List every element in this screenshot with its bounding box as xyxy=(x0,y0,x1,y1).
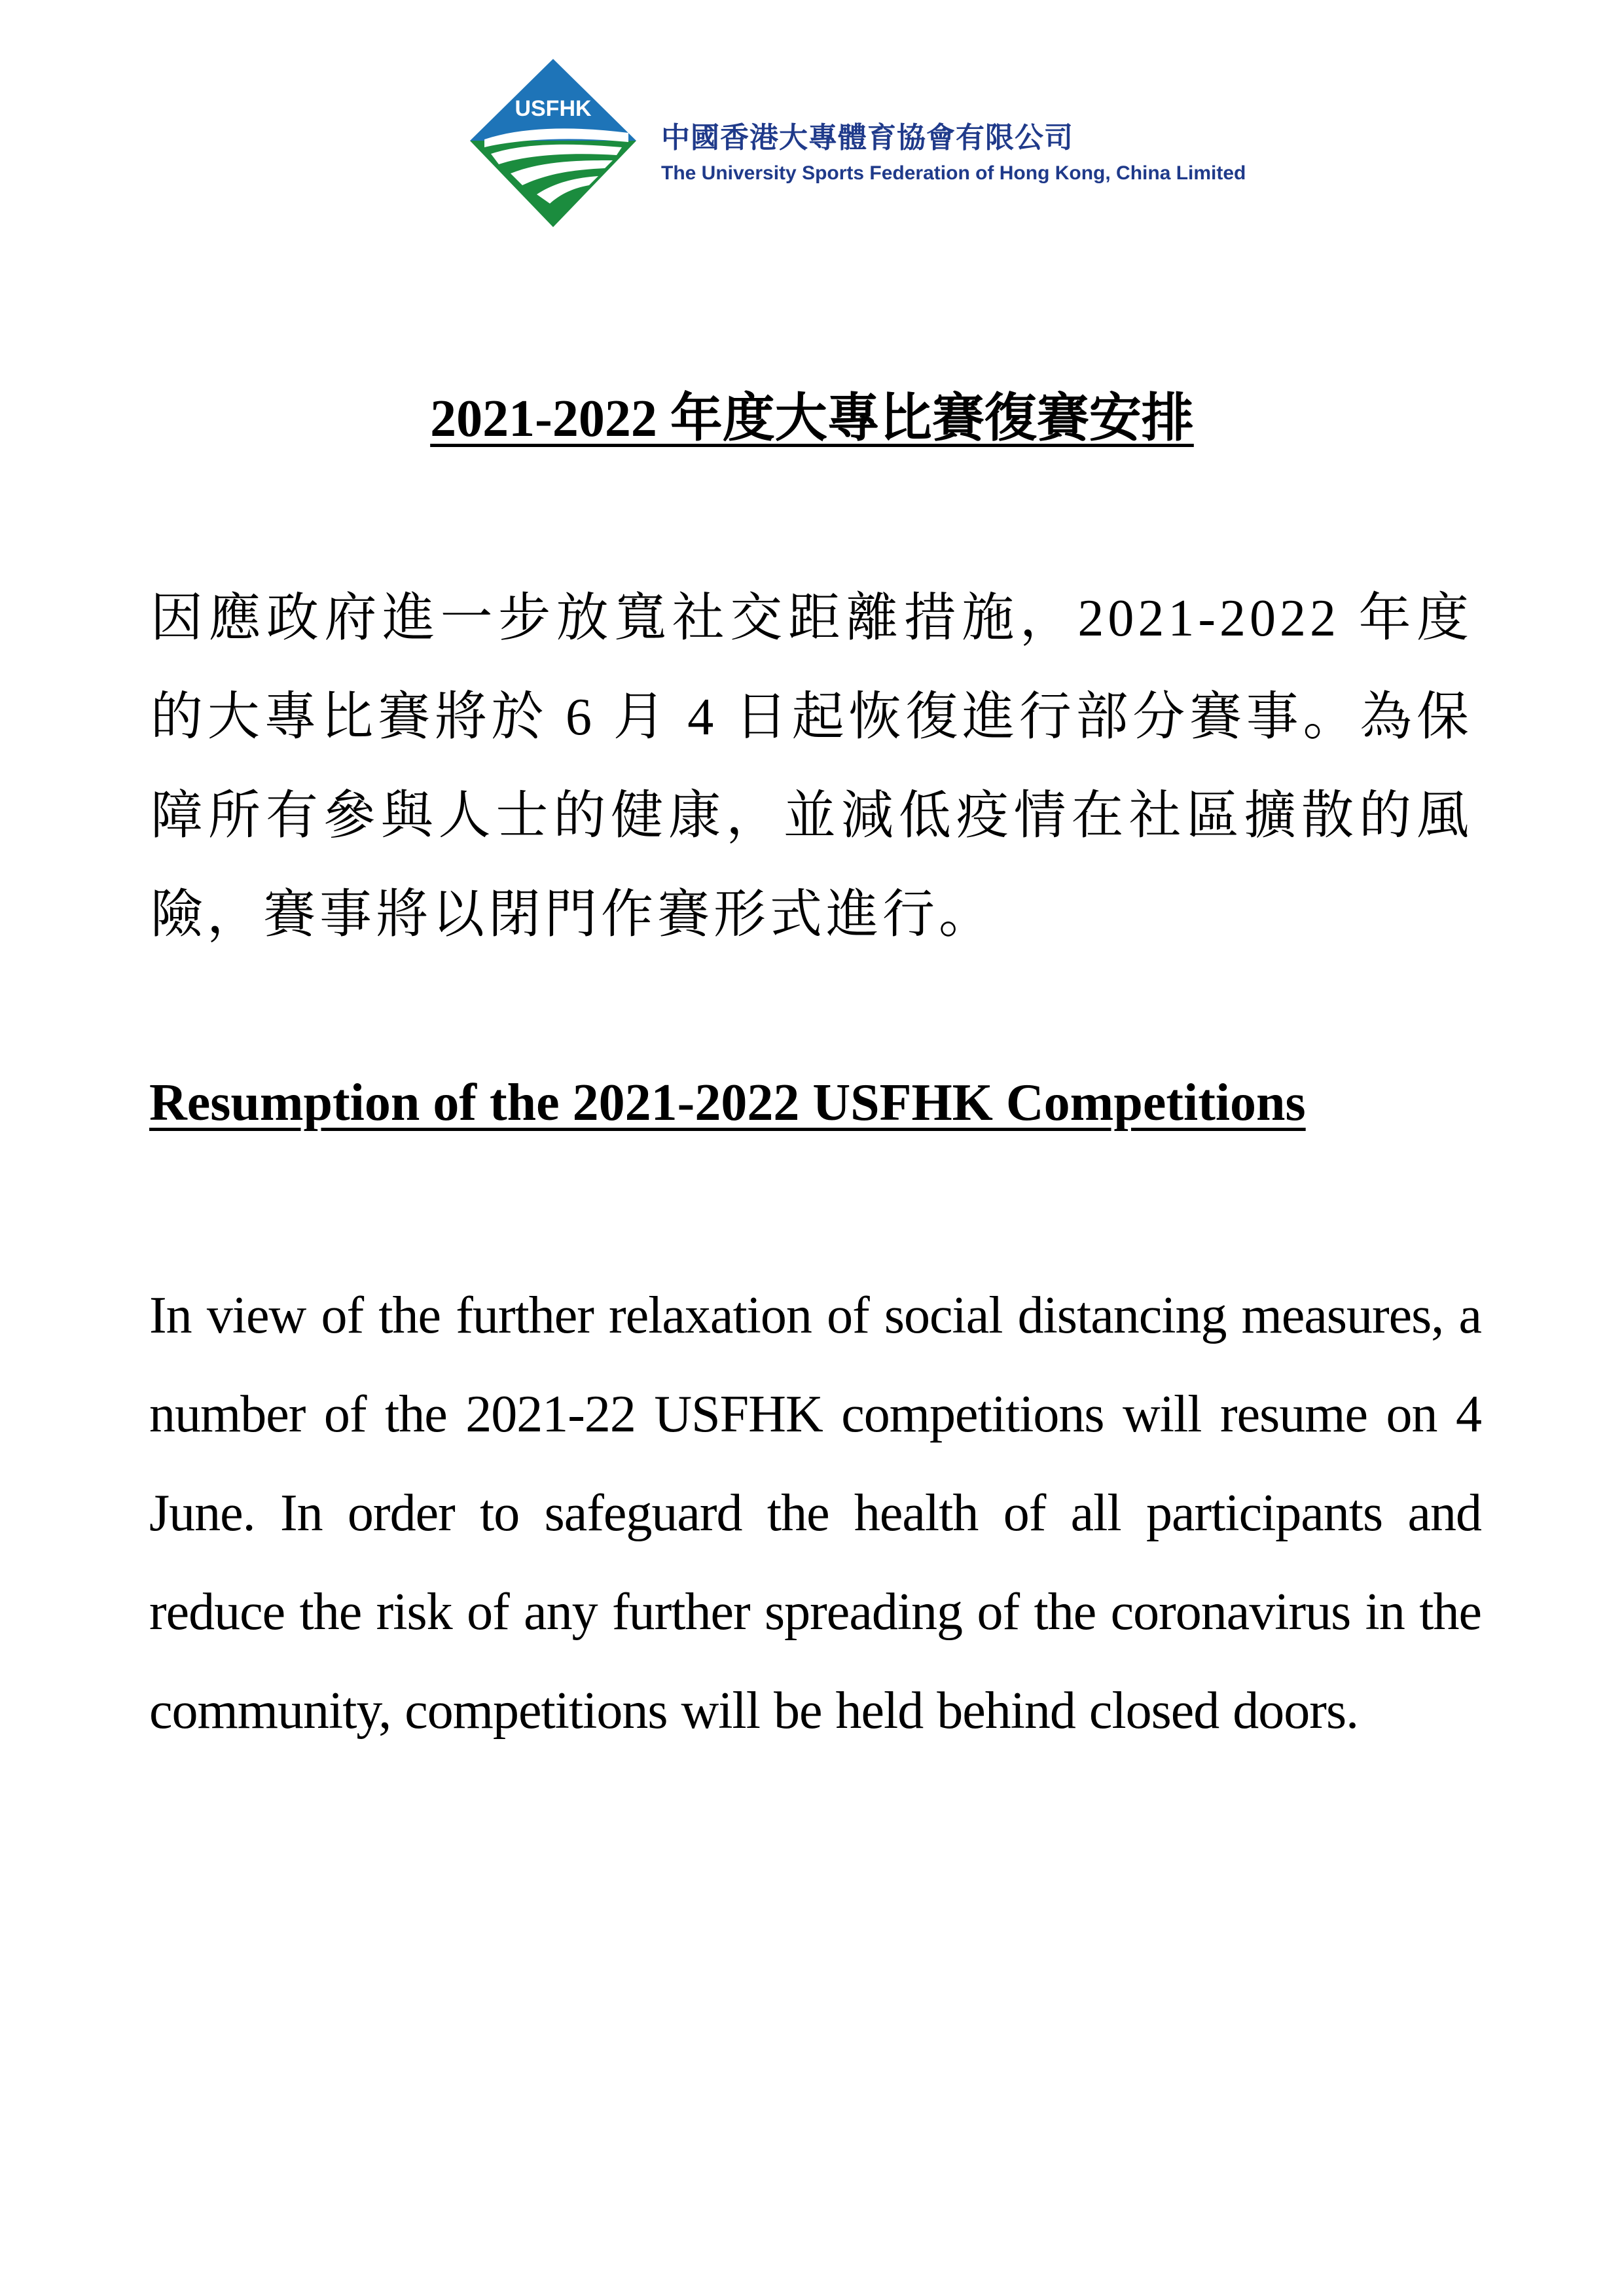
usfhk-logo xyxy=(465,56,641,232)
org-name-en: The University Sports Federation of Hong Kong, China Limited xyxy=(661,162,1246,184)
title-chinese-text: 2021-2022 年度大專比賽復賽安排 xyxy=(430,390,1194,448)
title-english xyxy=(149,1070,1524,1136)
body-chinese: 因應政府進一步放寬社交距離措施，2021-2022 年度的大專比賽將於 6 月 4 日起恢復進行部分賽事。為保障所有參與人士的健康，並減低疫情在社區擴散的風險，賽事將以閉門作賽形式進行。 xyxy=(151,590,1473,944)
title-english-text: Resumption of the 2021-2022 USFHK Competitions xyxy=(149,1074,1306,1132)
org-name-zh: 中國香港大專體育協會有限公司 xyxy=(661,121,1074,154)
logo-text: USFHK xyxy=(514,96,592,121)
title-chinese xyxy=(0,386,1624,452)
organization-names xyxy=(661,121,1316,187)
letterhead xyxy=(465,56,1316,232)
body-english: In view of the further relaxation of social distancing measures, a number of the 2021-22 USFHK competitions will resume on 4 June. In order to safeguard the health of all participants and reduce the risk of any further spreading of the coronavirus in the community, competitions will be held behind closed doors. xyxy=(149,1287,1481,1740)
